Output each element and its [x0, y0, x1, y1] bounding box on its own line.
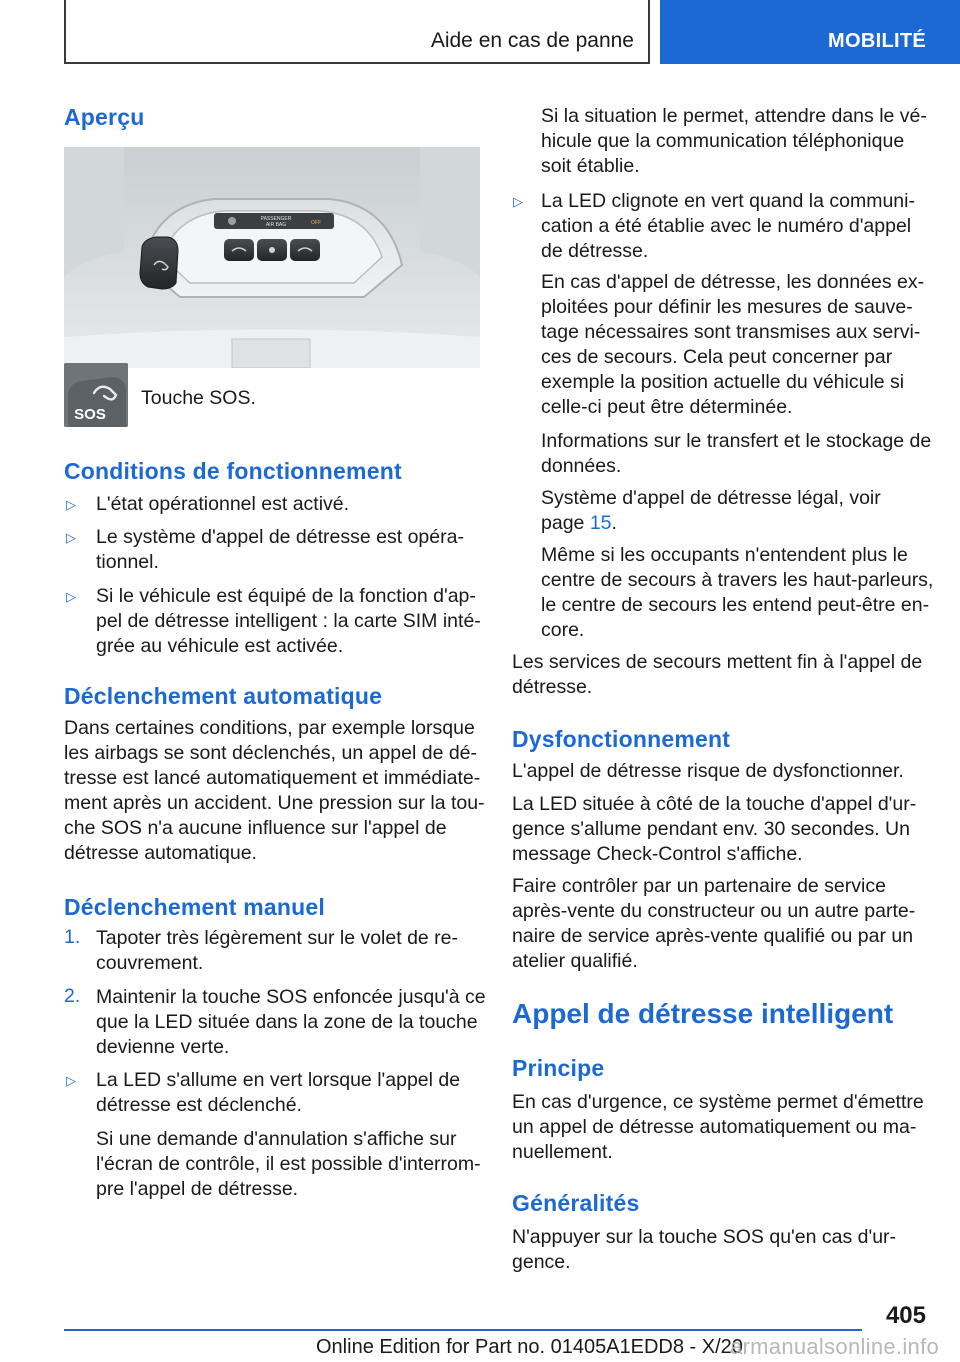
condition-item-2: Le système d'appel de détresse est opéra- tionnel.	[96, 526, 464, 573]
header-section-title: Aide en cas de panne	[430, 29, 634, 52]
overhead-console-illustration	[64, 147, 480, 368]
principe-paragraph: En cas d'urgence, ce système permet d'émettre un appel de détresse automatiquement ou ma- nuellement.	[512, 1091, 924, 1163]
svg-text:PASSENGER: PASSENGER	[260, 216, 292, 222]
step-number-1: 1.	[64, 926, 81, 948]
occupants-paragraph: Même si les occupants n'entendent plus le centre de secours à travers les haut-parleurs, le centre de secours les entend peut-être en- core.	[541, 544, 934, 641]
footer-rule	[64, 1329, 862, 1331]
led-green-bullet: La LED s'allume en vert lorsque l'appel de détresse est déclenché.	[96, 1069, 461, 1116]
svg-text:AIR BAG: AIR BAG	[265, 222, 287, 228]
heading-generalites: Généralités	[512, 1190, 640, 1216]
bullet-marker: ▷	[66, 530, 76, 545]
page-number: 405	[885, 1302, 926, 1329]
heading-apercu: Aperçu	[64, 104, 145, 130]
heading-dysfonctionnement: Dysfonctionnement	[512, 726, 731, 752]
heading-manuel: Déclenchement manuel	[64, 894, 325, 920]
step-1-text: Tapoter très légèrement sur le volet de re- couvrement.	[96, 927, 459, 974]
cancel-paragraph: Si une demande d'annulation s'affiche sur l'écran de contrôle, il est possible d'interrom- pre l'appel de détresse.	[96, 1128, 481, 1200]
watermark: armanualsonline.info	[730, 1334, 940, 1359]
header-chapter-label: MOBILITÉ	[828, 30, 926, 52]
legal-system-paragraph: Système d'appel de détresse légal, voir page 15.	[541, 487, 881, 534]
page-link-15[interactable]: 15	[589, 512, 612, 534]
sos-button-icon	[64, 363, 128, 427]
dys-paragraph-1: L'appel de détresse risque de dysfonctionner.	[512, 760, 904, 782]
data-transfer-paragraph: En cas d'appel de détresse, les données ex- ploitées pour définir les mesures de sauve- tage nécessaires sont transmises aux servi- ces de secours. Cela peut concerner par exemple la position actuelle du véhicule si celle-ci peut être déterminée.	[541, 271, 925, 418]
heading-principe: Principe	[512, 1055, 605, 1081]
led-blink-bullet: La LED clignote en vert quand la communi- cation a été établie avec le numéro d'appel de détresse.	[541, 190, 915, 262]
storage-info-paragraph: Informations sur le transfert et le stockage de données.	[541, 430, 932, 477]
end-call-paragraph: Les services de secours mettent fin à l'appel de détresse.	[512, 651, 923, 698]
auto-paragraph: Dans certaines conditions, par exemple lorsque les airbags se sont déclenchés, un appel de dé- tresse est lancé automatiquement et immédiate- ment après un accident. Une pression sur la tou- che SOS n'a aucune influence sur l'appel de détresse automatique.	[64, 717, 485, 864]
header-chapter-tab[interactable]	[660, 0, 960, 64]
generalites-paragraph: N'appuyer sur la touche SOS qu'en cas d'ur- gence.	[512, 1226, 897, 1273]
condition-item-3: Si le véhicule est équipé de la fonction d'ap- pel de détresse intelligent : la carte SIM inté- grée au véhicule est activée.	[96, 585, 481, 657]
bullet-marker: ▷	[66, 497, 76, 512]
bullet-marker: ▷	[66, 589, 76, 604]
step-2-text: Maintenir la touche SOS enfoncée jusqu'à ce que la LED située dans la zone de la touche devienne verte.	[96, 986, 486, 1058]
condition-item-1: L'état opérationnel est activé.	[96, 493, 350, 515]
sos-caption: Touche SOS.	[141, 387, 256, 409]
sos-thumb-label: SOS	[74, 406, 106, 423]
overhead-console-photo	[64, 147, 480, 368]
step-number-2: 2.	[64, 985, 81, 1007]
heading-intelligent-call: Appel de détresse intelligent	[512, 998, 894, 1029]
bullet-marker: ▷	[66, 1073, 76, 1088]
heading-auto: Déclenchement automatique	[64, 683, 383, 709]
header-frame	[64, 0, 650, 64]
svg-text:OFF: OFF	[311, 220, 321, 226]
dys-paragraph-2: La LED située à côté de la touche d'appel d'ur- gence s'allume pendant env. 30 secondes. Un message Check-Control s'affiche.	[512, 793, 917, 865]
wait-paragraph: Si la situation le permet, attendre dans le vé- hicule que la communication téléphonique soit établie.	[541, 105, 927, 177]
footer-edition: Online Edition for Part no. 01405A1EDD8 - X/20	[316, 1336, 743, 1358]
heading-conditions: Conditions de fonctionnement	[64, 458, 402, 484]
dys-paragraph-3: Faire contrôler par un partenaire de service après-vente du constructeur ou un autre parte- naire de service après-vente qualifié ou par un atelier qualifié.	[512, 875, 916, 972]
bullet-marker: ▷	[513, 194, 523, 209]
